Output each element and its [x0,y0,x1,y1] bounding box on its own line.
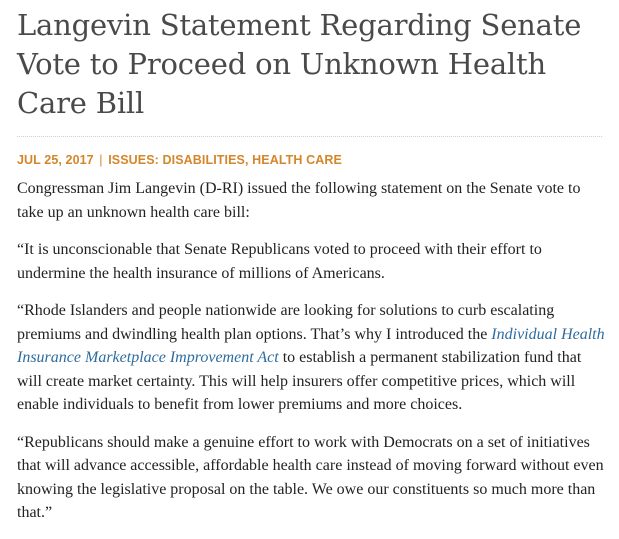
issue-link-health-care[interactable]: HEALTH CARE [252,153,342,167]
paragraph-quote-2-end: to establish a permanent stabilization fund that will create market certainty. This will help insurers offer competitive prices, which will enable individuals to benefit from lower premiums and more choices. [17,349,582,413]
paragraph-quote-3: “Republicans should make a genuine effort to work with Democrats on a set of initiatives that will advance accessible, affordable health care instead of moving forward without even knowing the legislative proposal on the table. We owe our constituents so much more than that.” [17,433,604,521]
bill-link[interactable]: Individual Health Insurance Marketplace Improvement Act [17,325,605,366]
paragraph-quote-2-start: “Rhode Islanders and people nationwide are looking for solutions to curb escalating premiums and dwindling health plan options. That’s why I introduced the [17,302,555,343]
page-title: Langevin Statement Regarding Senate Vote to Proceed on Unknown Health Care Bill [17,8,582,120]
title-divider [17,136,602,137]
issues-comma: , [245,153,249,167]
issues-label: ISSUES: [108,153,159,167]
paragraph-quote-2 [17,299,605,417]
meta-separator: | [99,153,103,167]
article-date: JUL 25, 2017 [17,153,94,167]
paragraph-intro: Congressman Jim Langevin (D-RI) issued the following statement on the Senate vote to take up an unknown health care bill: [17,180,581,221]
paragraph-quote-1: “It is unconscionable that Senate Republicans voted to proceed with their effort to undermine the health insurance of millions of Americans. [17,241,542,282]
article-meta [17,152,609,168]
issue-link-disabilities[interactable]: DISABILITIES [162,153,245,167]
article-body [17,177,605,525]
article [17,0,609,539]
